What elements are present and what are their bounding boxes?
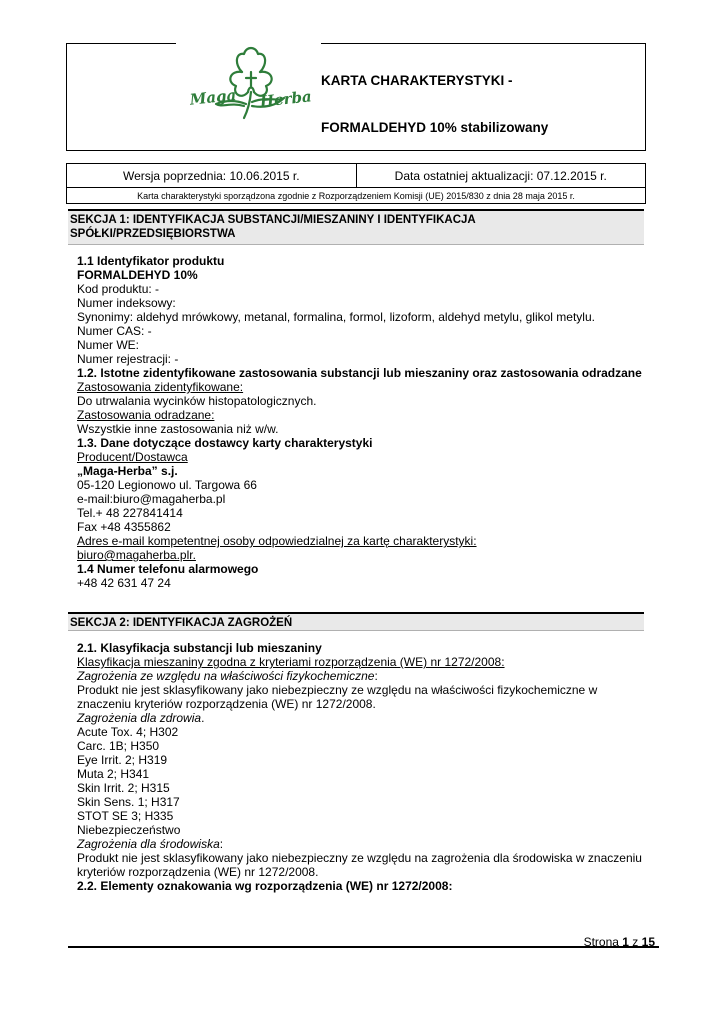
regulation-note: Karta charakterystyki sporządzona zgodnie z Rozporządzeniem Komisji (UE) 2015/830 z dnia 28 maja 2015 r. <box>137 190 575 201</box>
page-prefix: Strona <box>583 935 619 949</box>
line-text: Klasyfikacja mieszaniny zgodna z kryteriami rozporządzenia (WE) nr 1272/2008: <box>77 655 505 669</box>
text-line <box>77 478 652 492</box>
previous-version: Wersja poprzednia: 10.06.2015 r. <box>122 168 300 183</box>
text-line <box>77 795 652 809</box>
line-text: 2.2. Elementy oznakowania wg rozporządzenia (WE) nr 1272/2008: <box>77 879 453 893</box>
text-line <box>77 464 652 478</box>
line-text: Fax +48 4355862 <box>77 520 171 534</box>
line-text: Zastosowania odradzane: <box>77 408 215 422</box>
text-line <box>77 739 652 753</box>
line-suffix: : <box>219 837 224 851</box>
text-line <box>77 781 652 795</box>
text-line <box>77 562 652 576</box>
line-text: 1.1 Identyfikator produktu <box>77 254 225 268</box>
line-text: FORMALDEHYD 10% <box>77 268 198 282</box>
line-text: Kod produktu: - <box>77 282 160 296</box>
page-total: 15 <box>641 935 655 949</box>
text-line <box>77 450 652 464</box>
line-text: Zagrożenia ze względu na właściwości fizykochemiczne <box>77 669 375 683</box>
line-text: Eye Irrit. 2; H319 <box>77 753 168 767</box>
header-border-right <box>321 43 646 44</box>
line-text: 1.2. Istotne zidentyfikowane zastosowania substancji lub mieszaniny oraz zastosowania odradzane <box>77 366 642 380</box>
line-suffix: : <box>374 669 378 683</box>
last-update: Data ostatniej aktualizacji: 07.12.2015 r. <box>356 164 646 187</box>
product-title: FORMALDEHYD 10% stabilizowany <box>321 120 549 135</box>
text-line <box>77 492 652 506</box>
section-2-heading: SEKCJA 2: IDENTYFIKACJA ZAGROŻEŃ <box>68 612 644 631</box>
text-line <box>77 534 652 548</box>
line-text: Tel.+ 48 227841414 <box>77 506 183 520</box>
text-line <box>77 324 652 338</box>
section-1-heading-line2: SPÓŁKI/PRZEDSIĘBIORSTWA <box>70 228 236 240</box>
text-line <box>77 366 652 380</box>
version-row <box>67 164 645 188</box>
line-text: Zastosowania zidentyfikowane: <box>77 380 244 394</box>
section-1-heading <box>68 209 644 245</box>
line-text: Numer WE: <box>77 338 140 352</box>
line-text: Numer CAS: - <box>77 324 152 338</box>
line-text: Numer rejestracji: - <box>77 352 179 366</box>
line-text: Producent/Dostawca <box>77 450 188 464</box>
line-text: 05-120 Legionowo ul. Targowa 66 <box>77 478 257 492</box>
text-line <box>77 809 652 823</box>
document-title: KARTA CHARAKTERYSTYKI - <box>321 73 513 88</box>
line-text: 2.1. Klasyfikacja substancji lub mieszaniny <box>77 641 322 655</box>
text-line <box>77 268 652 282</box>
version-table <box>66 163 646 204</box>
section-2-body <box>77 641 652 893</box>
line-text: STOT SE 3; H335 <box>77 809 174 823</box>
line-text: Synonimy: aldehyd mrówkowy, metanal, formalina, formol, lizoform, aldehyd metylu, glikol metylu. <box>77 310 595 324</box>
line-text: Numer indeksowy: <box>77 296 176 310</box>
line-text: Niebezpieczeństwo <box>77 823 181 837</box>
line-text: Zagrożenia dla środowiska <box>77 837 220 851</box>
line-text: Wszystkie inne zastosowania niż w/w. <box>77 422 279 436</box>
line-text: Produkt nie jest sklasyfikowany jako niebezpieczny ze względu na właściwości fizykochemiczne w znaczeniu kryteriów rozporządzenia (WE) nr 1272/2008. <box>77 683 598 711</box>
header-border-left <box>66 43 176 44</box>
text-line <box>77 422 652 436</box>
text-line <box>77 408 652 422</box>
line-text: Muta 2; H341 <box>77 767 150 781</box>
text-line <box>77 254 652 268</box>
line-text: „Maga-Herba” s.j. <box>77 464 178 478</box>
line-text: Zagrożenia dla zdrowia <box>77 711 202 725</box>
text-line <box>77 879 652 893</box>
email-link[interactable]: biuro@magaherba.plr. <box>77 548 196 562</box>
text-line <box>77 394 652 408</box>
text-line <box>77 753 652 767</box>
text-line <box>77 352 652 366</box>
text-line[interactable] <box>77 548 652 562</box>
logo-text-left: Maga <box>188 85 238 109</box>
line-text: Skin Irrit. 2; H315 <box>77 781 170 795</box>
text-line <box>77 711 652 725</box>
line-text: Carc. 1B; H350 <box>77 739 160 753</box>
text-line <box>77 310 652 324</box>
text-line <box>77 506 652 520</box>
text-line <box>77 576 652 590</box>
text-line <box>77 655 652 669</box>
text-line <box>77 851 652 879</box>
text-line <box>77 767 652 781</box>
section-1-heading-line1: SEKCJA 1: IDENTYFIKACJA SUBSTANCJI/MIESZANINY I IDENTYFIKACJA <box>70 214 476 226</box>
line-text: Skin Sens. 1; H317 <box>77 795 180 809</box>
text-line <box>77 380 652 394</box>
maga-herba-logo <box>186 42 314 120</box>
text-line <box>77 725 652 739</box>
text-line <box>77 436 652 450</box>
text-line <box>77 641 652 655</box>
section-1-body <box>77 254 652 590</box>
logo-text-right: Herba <box>259 87 313 111</box>
line-text: Produkt nie jest sklasyfikowany jako niebezpieczny ze względu na zagrożenia dla środowiska w znaczeniu kryteriów rozporządzenia (WE) nr 1272/2008. <box>77 851 642 879</box>
text-line <box>77 823 652 837</box>
line-text: Do utrwalania wycinków histopatologicznych. <box>77 394 317 408</box>
text-line <box>77 837 652 851</box>
text-line <box>77 296 652 310</box>
line-text: Acute Tox. 4; H302 <box>77 725 179 739</box>
page-sep: z <box>632 935 639 949</box>
footer-divider <box>68 946 659 948</box>
line-text: +48 42 631 47 24 <box>77 576 171 590</box>
line-text: 1.4 Numer telefonu alarmowego <box>77 562 259 576</box>
text-line <box>77 338 652 352</box>
line-suffix: . <box>201 711 205 725</box>
text-line <box>77 282 652 296</box>
page-current: 1 <box>622 935 629 949</box>
line-text: Adres e-mail kompetentnej osoby odpowiedzialnej za kartę charakterystyki: <box>77 534 477 548</box>
line-text: e-mail:biuro@magaherba.pl <box>77 492 226 506</box>
line-text: 1.3. Dane dotyczące dostawcy karty charakterystyki <box>77 436 373 450</box>
text-line <box>77 683 652 711</box>
text-line <box>77 520 652 534</box>
text-line <box>77 669 652 683</box>
